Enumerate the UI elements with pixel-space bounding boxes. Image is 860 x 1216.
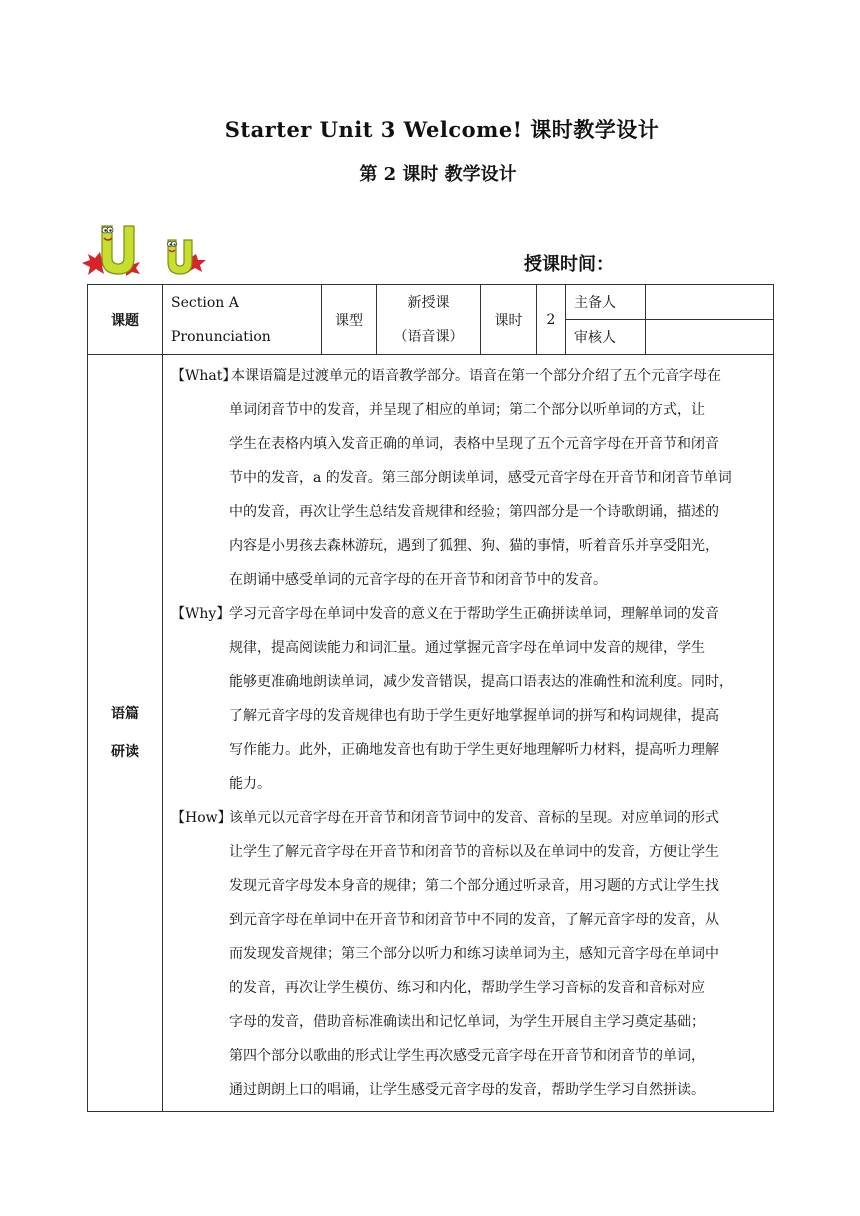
section-label-line2: 研读 xyxy=(111,744,139,760)
lesson-type-label: 课型 xyxy=(322,285,377,355)
what-tag: 【What】 xyxy=(171,368,237,384)
why-line: 能够更准确地朗读单词，减少发音错误，提高口语表达的准确性和流利度。同时， xyxy=(229,674,733,690)
how-line: 而发现发音规律；第三个部分以听力和练习读单词为主，感知元音字母在单词中 xyxy=(229,946,719,962)
why-line: 写作能力。此外，正确地发音也有助于学生更好地理解听力材料，提高听力理解 xyxy=(229,742,719,758)
reviewer-value[interactable] xyxy=(646,320,774,355)
why-line: 能力。 xyxy=(229,776,271,792)
lesson-plan-table xyxy=(87,284,774,1112)
what-line: 内容是小男孩去森林游玩，遇到了狐狸、狗、猫的事情，听着音乐并享受阳光， xyxy=(229,538,719,554)
how-line: 该单元以元音字母在开音节和闭音节词中的发音、音标的呈现。对应单词的形式 xyxy=(229,810,719,826)
how-line: 通过朗朗上口的唱诵，让学生感受元音字母的发音，帮助学生学习自然拼读。 xyxy=(229,1082,705,1098)
period-value: 2 xyxy=(537,285,566,355)
why-line: 了解元音字母的发音规律也有助于学生更好地掌握单词的拼写和构词规律，提高 xyxy=(229,708,719,724)
what-line: 学生在表格内填入发音正确的单词，表格中呈现了五个元音字母在开音节和闭音 xyxy=(229,436,719,452)
topic-value-line1: Section A xyxy=(171,294,239,311)
why-tag: 【Why】 xyxy=(171,606,231,622)
how-paragraph xyxy=(171,801,765,1107)
section-label xyxy=(88,355,163,1112)
document-subtitle: 第 2 课时 教学设计 xyxy=(359,164,517,185)
lesson-type-value xyxy=(377,285,481,355)
how-line: 字母的发音，借助音标准确读出和记忆单词，为学生开展自主学习奠定基础； xyxy=(229,1014,705,1030)
document-title: Starter Unit 3 Welcome! 课时教学设计 xyxy=(224,117,660,142)
class-time-label: 授课时间： xyxy=(524,254,614,275)
preparer-label: 主备人 xyxy=(566,285,646,320)
what-line: 在朗诵中感受单词的元音字母的在开音节和闭音节中的发音。 xyxy=(229,572,607,588)
why-paragraph xyxy=(171,597,765,801)
what-line: 中的发音，再次让学生总结发音规律和经验；第四部分是一个诗歌朗诵，描述的 xyxy=(229,504,719,520)
how-tag: 【How】 xyxy=(171,810,232,826)
how-line: 第四个部分以歌曲的形式让学生再次感受元音字母在开音节和闭音节的单词， xyxy=(229,1048,705,1064)
lesson-type-value-line2: （语音课） xyxy=(393,328,464,345)
how-line: 到元音字母在单词中在开音节和闭音节中不同的发音，了解元音字母的发音，从 xyxy=(229,912,719,928)
how-line: 让学生了解元音字母在开音节和闭音节的音标以及在单词中的发音，方便让学生 xyxy=(229,844,719,860)
section-label-line1: 语篇 xyxy=(111,706,139,722)
topic-label: 课题 xyxy=(88,285,163,355)
reviewer-label: 审核人 xyxy=(566,320,646,355)
what-line: 本课语篇是过渡单元的语音教学部分。语音在第一个部分介绍了五个元音字母在 xyxy=(231,368,721,384)
how-line: 的发音，再次让学生模仿、练习和内化，帮助学生学习音标的发音和音标对应 xyxy=(229,980,705,996)
preparer-value[interactable] xyxy=(646,285,774,320)
period-label: 课时 xyxy=(481,285,537,355)
what-paragraph xyxy=(171,359,765,597)
why-line: 规律，提高阅读能力和词汇量。通过掌握元音字母在单词中发音的规律，学生 xyxy=(229,640,705,656)
what-line: 节中的发音，a 的发音。第三部分朗读单词，感受元音字母在开音节和闭音节单词 xyxy=(229,470,732,486)
why-line: 学习元音字母在单词中发音的意义在于帮助学生正确拼读单词，理解单词的发音 xyxy=(229,606,719,622)
cartoon-letter-u-icon xyxy=(80,218,210,278)
lesson-type-value-line1: 新授课 xyxy=(407,294,450,311)
text-analysis-content xyxy=(163,355,774,1112)
topic-value-line2: Pronunciation xyxy=(171,328,271,345)
what-line: 单词闭音节中的发音，并呈现了相应的单词；第二个部分以听单词的方式，让 xyxy=(229,402,705,418)
topic-value xyxy=(163,285,322,355)
how-line: 发现元音字母发本身音的规律；第二个部分通过听录音，用习题的方式让学生找 xyxy=(229,878,719,894)
